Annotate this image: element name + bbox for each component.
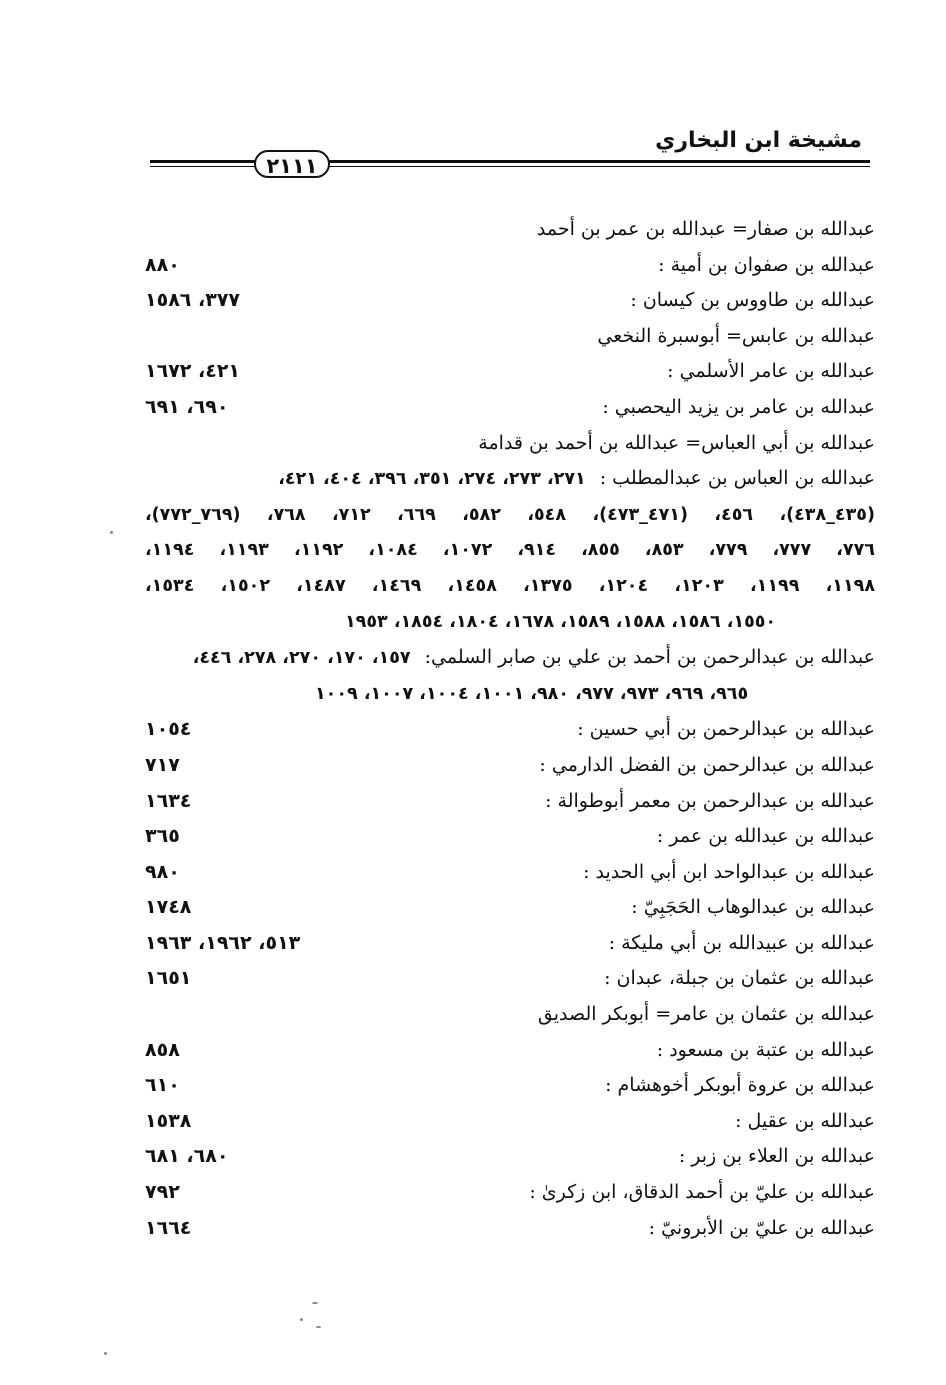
entry-pages: ٤٢١، ١٦٧٢	[145, 360, 241, 383]
entry-name: عبدالله بن عبدالله بن عمر :	[656, 825, 875, 848]
index-entry	[145, 1104, 875, 1140]
entry-name: عبدالله بن طاووس بن كيسان :	[630, 289, 875, 312]
index-entry	[145, 926, 875, 962]
index-entry	[145, 354, 875, 390]
index-entry	[145, 712, 875, 748]
entry-pages: ١٥٧، ١٧٠، ٢٧٠، ٢٧٨، ٤٤٦،	[192, 648, 411, 669]
entry-name: عبدالله بن عقيل :	[735, 1109, 875, 1132]
index-entry	[145, 997, 875, 1033]
entry-name: عبدالله بن عليّ بن الأبرونيّ :	[648, 1216, 875, 1239]
entry-name: عبدالله بن عامر الأسلمي :	[667, 360, 875, 383]
entry-name: عبدالله بن عامر بن يزيد اليحصبي :	[602, 395, 875, 418]
header-rule	[150, 150, 870, 180]
index-list	[145, 212, 875, 1246]
index-entry	[145, 319, 875, 355]
index-entry	[145, 426, 875, 462]
entry-pages: ٧٩٢	[145, 1181, 180, 1204]
scan-speck	[104, 1352, 107, 1355]
entry-name: عبدالله بن عبيدالله بن أبي مليكة :	[608, 931, 875, 954]
entry-pages: ١٧٤٨	[145, 896, 192, 919]
entry-pages: ٦١٠	[145, 1074, 180, 1097]
entry-name: عبدالله بن عليّ بن أحمد الدقاق، ابن زكرىٰ :	[529, 1181, 875, 1204]
entry-pages-continuation: ٧٧٦، ٧٧٧، ٧٧٩، ٨٥٣، ٨٥٥، ٩١٤، ١٠٧٢، ١٠٨٤، ١١٩٢، ١١٩٣، ١١٩٤،	[145, 540, 875, 561]
entry-name: عبدالله بن عبدالرحمن بن معمر أبوطوالة :	[545, 789, 875, 812]
page-title: مشيخة ابن البخاري	[655, 128, 862, 153]
scan-speck	[312, 1302, 318, 1304]
index-entry	[145, 784, 875, 820]
entry-pages: ٩٨٠	[145, 860, 180, 883]
index-entry-multiline	[145, 461, 875, 498]
index-entry	[145, 1175, 875, 1211]
entry-pages: ١٥٣٨	[145, 1109, 192, 1132]
entry-name: عبدالله بن عثمان بن عامر= أبوبكر الصديق	[537, 1003, 875, 1026]
entry-pages: ٥١٣، ١٩٦٢، ١٩٦٣	[145, 931, 301, 954]
entry-name: عبدالله بن عبدالرحمن بن أحمد بن علي بن صابر السلمي:	[424, 646, 875, 669]
entry-name: عبدالله بن عابس= أبوسبرة النخعي	[597, 324, 875, 347]
entry-name: عبدالله بن صفوان بن أمية :	[658, 253, 875, 276]
entry-pages: ٨٨٠	[145, 253, 180, 276]
entry-pages: ٢٧١، ٢٧٣، ٢٧٤، ٣٥١، ٣٩٦، ٤٠٤، ٤٢١،	[278, 469, 586, 490]
index-entry	[145, 1068, 875, 1104]
entry-name: عبدالله بن عبدالوهاب الحَجَبِيّ :	[631, 896, 875, 919]
entry-name: عبدالله بن العباس بن عبدالمطلب :	[599, 467, 875, 490]
entry-pages: ١٦٣٤	[145, 789, 192, 812]
index-entry	[145, 283, 875, 319]
entry-pages: ١٦٥١	[145, 967, 192, 990]
entry-pages-continuation: ٩٦٥، ٩٦٩، ٩٧٣، ٩٧٧، ٩٨٠، ١٠٠١، ١٠٠٤، ١٠٠٧، ١٠٠٩	[315, 683, 749, 704]
entry-pages: ٣٦٥	[145, 825, 180, 848]
entry-pages: ٦٩٠، ٦٩١	[145, 395, 229, 418]
scan-speck	[300, 1318, 303, 1321]
entry-pages: ٣٧٧، ١٥٨٦	[145, 289, 241, 312]
entry-pages: ١٠٥٤	[145, 718, 192, 741]
index-entry	[145, 961, 875, 997]
index-entry	[145, 248, 875, 284]
entry-name: عبدالله بن أبي العباس= عبدالله بن أحمد بن قدامة	[478, 431, 875, 454]
entry-pages: ٦٨٠، ٦٨١	[145, 1145, 229, 1168]
entry-name: عبدالله بن العلاء بن زبر :	[678, 1145, 875, 1168]
entry-pages: ٨٥٨	[145, 1038, 180, 1061]
index-entry	[145, 1139, 875, 1175]
index-entry	[145, 819, 875, 855]
index-entry	[145, 1033, 875, 1069]
entry-pages: ١٦٦٤	[145, 1216, 192, 1239]
index-entry	[145, 855, 875, 891]
entry-name: عبدالله بن صفار= عبدالله بن عمر بن أحمد	[536, 218, 875, 240]
index-entry	[145, 390, 875, 426]
index-entry-multiline	[145, 640, 875, 677]
index-entry	[145, 1211, 875, 1247]
scan-speck	[110, 531, 113, 534]
entry-pages-continuation: ١١٩٨، ١١٩٩، ١٢٠٣، ١٢٠٤، ١٣٧٥، ١٤٥٨، ١٤٦٩، ١٤٨٧، ١٥٠٢، ١٥٣٤،	[145, 575, 876, 596]
entry-name: عبدالله بن عبدالواحد ابن أبي الحديد :	[583, 860, 875, 883]
entry-pages-continuation: ١٥٥٠، ١٥٨٦، ١٥٨٨، ١٥٨٩، ١٦٧٨، ١٨٠٤، ١٨٥٤، ١٩٥٣	[345, 611, 777, 632]
entry-name: عبدالله بن عروة أبوبكر أخوهشام :	[605, 1074, 875, 1097]
entry-pages: ٧١٧	[145, 753, 180, 776]
index-entry	[145, 890, 875, 926]
index-entry	[145, 212, 875, 248]
entry-name: عبدالله بن عثمان بن جبلة، عبدان :	[604, 967, 875, 990]
scan-speck	[316, 1326, 321, 1328]
entry-name: عبدالله بن عبدالرحمن بن أبي حسين :	[577, 718, 875, 741]
entry-name: عبدالله بن عتبة بن مسعود :	[656, 1038, 875, 1061]
page-number: ٢١١١	[254, 150, 330, 178]
entry-pages-continuation: (٤٣٥_٤٣٨)، ٤٥٦، (٤٧١_٤٧٣)، ٥٤٨، ٥٨٢، ٦٦٩، ٧١٢، ٧٦٨، (٧٦٩_٧٧٢)،	[145, 504, 875, 525]
entry-name: عبدالله بن عبدالرحمن بن الفضل الدارمي :	[539, 753, 875, 776]
index-entry	[145, 748, 875, 784]
